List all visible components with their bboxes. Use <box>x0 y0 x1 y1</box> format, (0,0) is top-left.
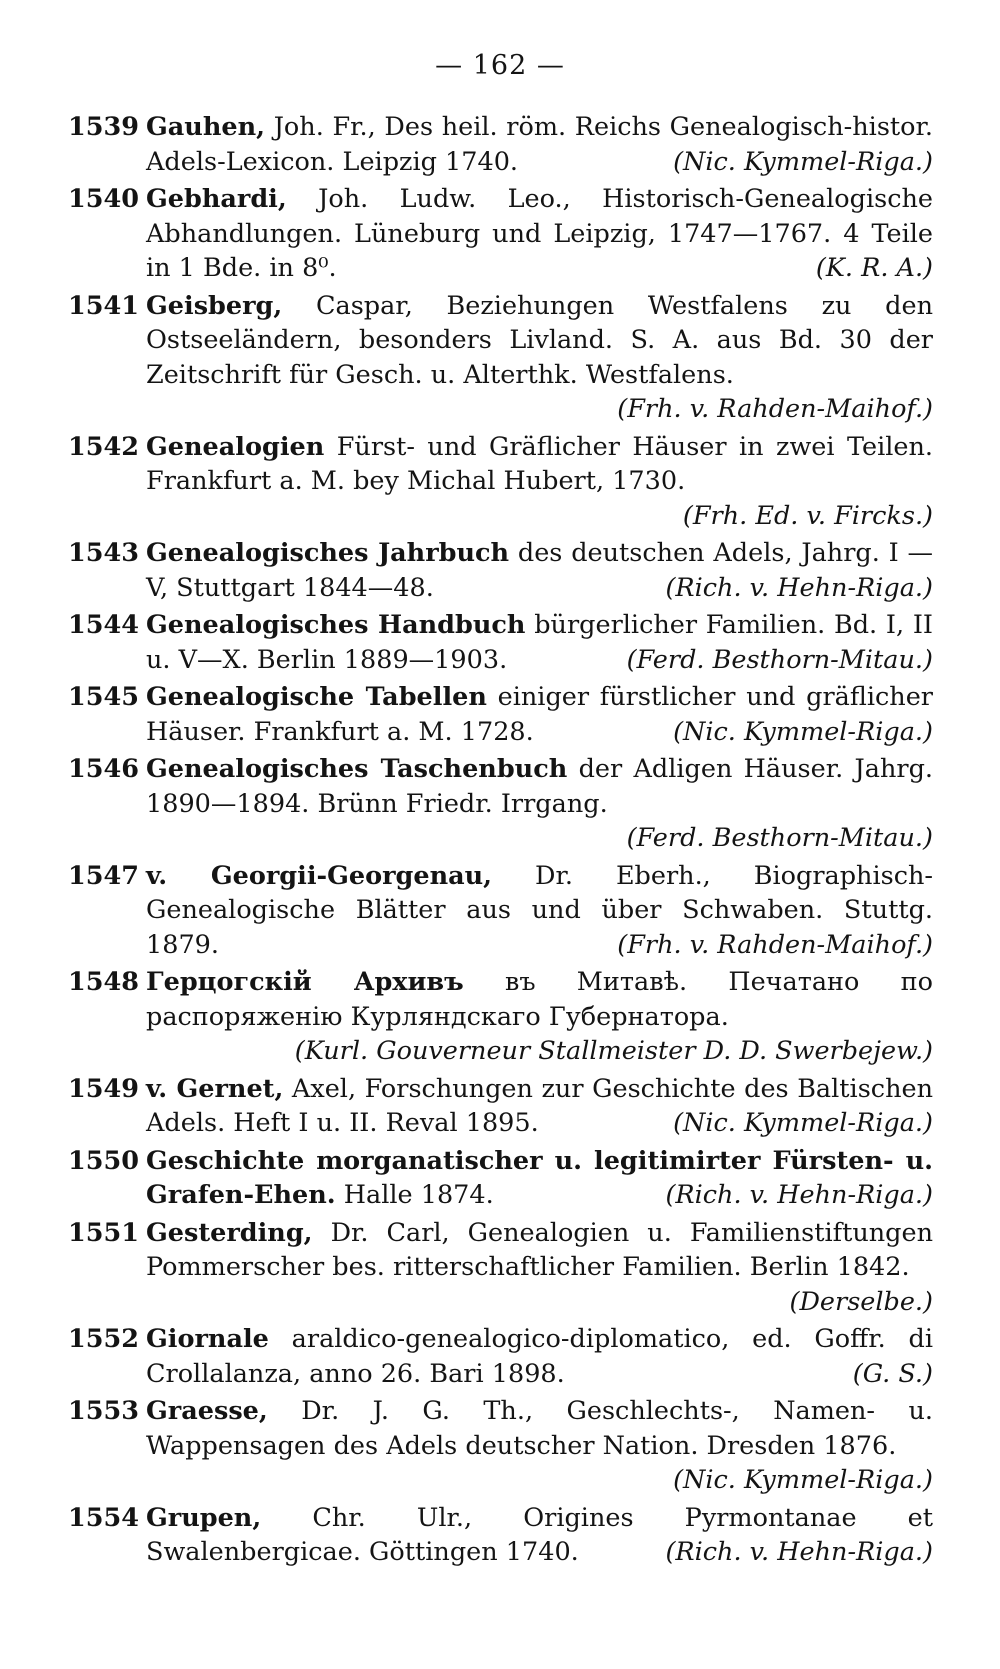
entry-heading: Gebhardi, <box>146 184 287 214</box>
entry-text: araldico-genealogico-diplomatico, ed. Goffr. di Crollalanza, anno 26. Bari 1898. <box>146 1324 933 1389</box>
page-number: — 162 — <box>435 50 565 81</box>
bibliography-entry <box>68 1322 933 1391</box>
entry-text: Dr. Carl, Genealogien u. Familienstiftungen Pommerscher bes. ritterschaftlicher Familien. Berlin 1842. <box>146 1217 934 1282</box>
entry-text: Caspar, Beziehungen Westfalens zu den Ostseeländern, besonders Livland. S. A. aus Bd. 30 der Zeitschrift für Gesch. u. Alterthk. Westfalens. <box>146 290 933 390</box>
bibliography-entry <box>68 289 933 427</box>
entry-number: 1547 <box>68 860 139 891</box>
entry-source: (Nic. Kymmel-Riga.) <box>673 1465 933 1495</box>
entry-text: Dr. J. G. Th., Geschlechts-, Namen- u. Wappensagen des Adels deutscher Nation. Dresden 1876. <box>146 1396 934 1461</box>
entry-source: (Rich. v. Hehn-Riga.) <box>665 572 933 603</box>
entry-number: 1553 <box>68 1396 139 1426</box>
entry-number: 1541 <box>68 290 139 321</box>
bibliography-entry <box>68 110 933 179</box>
entry-number: 1551 <box>68 1217 139 1248</box>
bibliography-entry <box>68 1394 933 1498</box>
entry-number: 1539 <box>68 112 139 142</box>
entry-text: des deutschen Adels, Jahrg. I — V, Stuttgart 1844—48. <box>146 538 933 603</box>
bibliography-entry <box>68 1501 933 1570</box>
entry-number: 1540 <box>68 184 139 214</box>
entry-number: 1548 <box>68 967 139 997</box>
entry-number: 1545 <box>68 682 139 712</box>
entry-number: 1542 <box>68 431 139 462</box>
bibliography-entry <box>68 859 933 963</box>
entry-text: Fürst- und Gräflicher Häuser in zwei Teilen. Frankfurt a. M. bey Michal Hubert, 1730. <box>146 431 933 496</box>
entry-text: bürgerlicher Familien. Bd. I, II u. V—X. Berlin 1889—1903. <box>146 610 933 675</box>
entry-heading: Grupen, <box>146 1502 262 1533</box>
entry-source: (G. S.) <box>852 1358 933 1389</box>
entry-source: (Frh. v. Rahden-Maihof.) <box>617 394 933 424</box>
entry-text: Halle 1874. <box>343 1180 494 1210</box>
entry-source: (Ferd. Besthorn-Mitau.) <box>626 644 933 675</box>
entry-heading: Герцогскій Архивъ <box>146 967 464 997</box>
entry-number: 1546 <box>68 754 139 784</box>
entry-text: Chr. Ulr., Origines Pyrmontanae et Swalenbergicae. Göttingen 1740. <box>146 1502 933 1567</box>
bibliography-entry <box>68 430 933 534</box>
entry-source: (Nic. Kymmel-Riga.) <box>673 716 933 747</box>
bibliography-entry <box>68 1072 933 1141</box>
entry-heading: Genealogisches Handbuch <box>146 610 526 640</box>
entry-number: 1552 <box>68 1324 139 1354</box>
entry-text: Joh. Fr., Des heil. röm. Reichs Genealogisch-histor. Adels-Lexicon. Leipzig 1740. <box>146 112 934 177</box>
entry-heading: Gauhen, <box>146 112 266 142</box>
entry-heading: Genealogische Tabellen <box>146 682 487 712</box>
entry-heading: Gesterding, <box>146 1217 313 1248</box>
entry-heading: Genealogisches Taschenbuch <box>146 754 568 784</box>
entry-text: Joh. Ludw. Leo., Historisch-Genealogische Abhandlungen. Lüneburg und Leipzig, 1747—1767. 4 Teile in 1 Bde. in 8⁰. <box>146 184 933 283</box>
entry-heading: v. Georgii-Georgenau, <box>146 860 493 891</box>
entry-source: (Frh. v. Rahden-Maihof.) <box>617 929 933 960</box>
entry-number: 1550 <box>68 1145 139 1176</box>
bibliography-entry <box>68 752 933 856</box>
entry-heading: Geschichte morganatischer u. legitimirter Fürsten- u. Grafen-Ehen. <box>146 1145 933 1210</box>
entry-heading: Giornale <box>146 1324 269 1354</box>
entry-source: (Rich. v. Hehn-Riga.) <box>665 1180 933 1210</box>
entry-number: 1543 <box>68 538 139 568</box>
bibliography-entry <box>68 608 933 677</box>
entry-heading: Geisberg, <box>146 290 283 321</box>
entry-heading: Genealogisches Jahrbuch <box>146 538 510 568</box>
entry-source: (Kurl. Gouverneur Stallmeister D. D. Swerbejew.) <box>294 1036 933 1066</box>
entry-source: (Frh. Ed. v. Fircks.) <box>682 500 933 531</box>
entry-text: Dr. Eberh., Biographisch-Genealogische Blätter aus und über Schwaben. Stuttg. 1879. <box>146 860 934 960</box>
entry-text: einiger fürstlicher und gräflicher Häuser. Frankfurt a. M. 1728. <box>146 682 933 747</box>
entry-number: 1549 <box>68 1073 139 1104</box>
bibliography-entry <box>68 1216 933 1320</box>
entry-source: (K. R. A.) <box>815 253 933 283</box>
entry-source: (Derselbe.) <box>789 1286 933 1317</box>
bibliography-entry <box>68 182 933 286</box>
entry-heading: v. Gernet, <box>146 1073 284 1104</box>
bibliography-list <box>68 110 933 1573</box>
entry-source: (Rich. v. Hehn-Riga.) <box>665 1537 933 1567</box>
bibliography-entry <box>68 965 933 1069</box>
entry-number: 1544 <box>68 610 139 640</box>
entry-text: въ Митавѣ. Печатано по распоряженію Курляндскаго Губернатора. <box>146 967 933 1032</box>
entry-source: (Nic. Kymmel-Riga.) <box>673 1108 933 1138</box>
bibliography-entry <box>68 536 933 605</box>
entry-text: der Adligen Häuser. Jahrg. 1890—1894. Brünn Friedr. Irrgang. <box>146 754 933 819</box>
entry-source: (Ferd. Besthorn-Mitau.) <box>626 823 933 853</box>
entry-source: (Nic. Kymmel-Riga.) <box>673 146 933 177</box>
bibliography-entry <box>68 680 933 749</box>
entry-heading: Graesse, <box>146 1396 268 1426</box>
entry-number: 1554 <box>68 1502 139 1533</box>
bibliography-entry <box>68 1144 933 1213</box>
entry-heading: Genealogien <box>146 431 325 462</box>
entry-text: Axel, Forschungen zur Geschichte des Baltischen Adels. Heft I u. II. Reval 1895. <box>146 1073 934 1138</box>
